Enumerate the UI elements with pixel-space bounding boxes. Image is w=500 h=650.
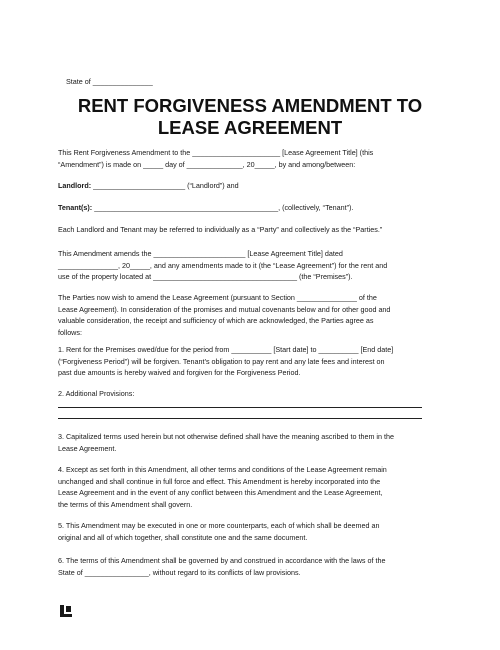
tenant-line xyxy=(58,202,353,214)
clause6-line2: State of ________________, without regard to its conflicts of law provisions. xyxy=(58,567,301,577)
clause5-line1: 5. This Amendment may be executed in one or more counterparts, each of which shall be deemed an xyxy=(58,521,380,530)
recital-line4: follows: xyxy=(58,327,82,337)
landlord-label: Landlord: xyxy=(58,181,92,190)
additional-provisions-rule-1 xyxy=(58,407,422,408)
additional-provisions-rule-2 xyxy=(58,418,422,419)
clause1-line1: 1. Rent for the Premises owed/due for the period from __________ [Start date] to __________ [End date] xyxy=(58,345,394,354)
tenant-label: Tenant(s): xyxy=(58,203,93,212)
clause1-line3: past due amounts is hereby waived and forgiven for the Forgiveness Period. xyxy=(58,368,301,377)
clause1-line2: (“Forgiveness Period”) will be forgiven. Tenant’s obligation to pay rent and any late fees and interest on xyxy=(58,356,385,366)
clause5-line2: original and all of which together, shall constitute one and the same document. xyxy=(58,532,308,542)
landlord-blank: _______________________ (“Landlord”) and xyxy=(91,181,239,190)
document-title-line2: LEASE AGREEMENT xyxy=(157,117,343,138)
clause4-line4: the terms of this Amendment shall govern. xyxy=(58,499,193,509)
clause3-line2: Lease Agreement. xyxy=(58,443,117,453)
tenant-blank: ______________________________________________, (collectively, “Tenant”). xyxy=(92,203,354,212)
clause4-line3: Lease Agreement and in the event of any conflict between this Amendment and the Lease Agreement, xyxy=(58,488,383,497)
clause3-line1: 3. Capitalized terms used herein but not otherwise defined shall have the meaning ascribed to them in the xyxy=(58,432,395,441)
landlord-line xyxy=(58,180,239,192)
clause4-line1: 4. Except as set forth in this Amendment, all other terms and conditions of the Lease Agreement remain xyxy=(58,465,387,474)
intro-line2: “Amendment”) is made on _____ day of ______________, 20_____, by and among/between: xyxy=(58,159,356,169)
clause6-line1: 6. The terms of this Amendment shall be governed by and construed in accordance with the laws of the xyxy=(58,556,386,565)
amends-line2: _______________, 20_____, and any amendments made to it (the “Lease Agreement”) for the rent and xyxy=(58,260,388,270)
amends-line1: This Amendment amends the _______________________ [Lease Agreement Title] dated xyxy=(58,249,343,258)
amends-line3: use of the property located at ____________________________________ (the “Premises”). xyxy=(58,272,353,281)
document-title-line1: RENT FORGIVENESS AMENDMENT TO xyxy=(77,95,423,116)
state-line: State of _______________ xyxy=(66,77,153,86)
recital-line1: The Parties now wish to amend the Lease Agreement (pursuant to Section _______________ of the xyxy=(58,293,377,302)
recital-line2: Lease Agreement). In consideration of the promises and mutual covenants below and for other good and xyxy=(58,304,391,314)
recital-line3: valuable consideration, the receipt and sufficiency of which are acknowledged, the Parties agree as xyxy=(58,316,374,325)
clause4-line2: unchanged and shall continue in full force and effect. This Amendment is hereby incorporated into the xyxy=(58,476,381,486)
parties-text: Each Landlord and Tenant may be referred to individually as a “Party” and collectively as the “Parties.” xyxy=(58,225,383,234)
clause2-line1: 2. Additional Provisions: xyxy=(58,389,135,398)
intro-line1: This Rent Forgiveness Amendment to the ______________________ [Lease Agreement Title] (this xyxy=(58,148,374,157)
brand-logo-icon xyxy=(58,603,74,619)
